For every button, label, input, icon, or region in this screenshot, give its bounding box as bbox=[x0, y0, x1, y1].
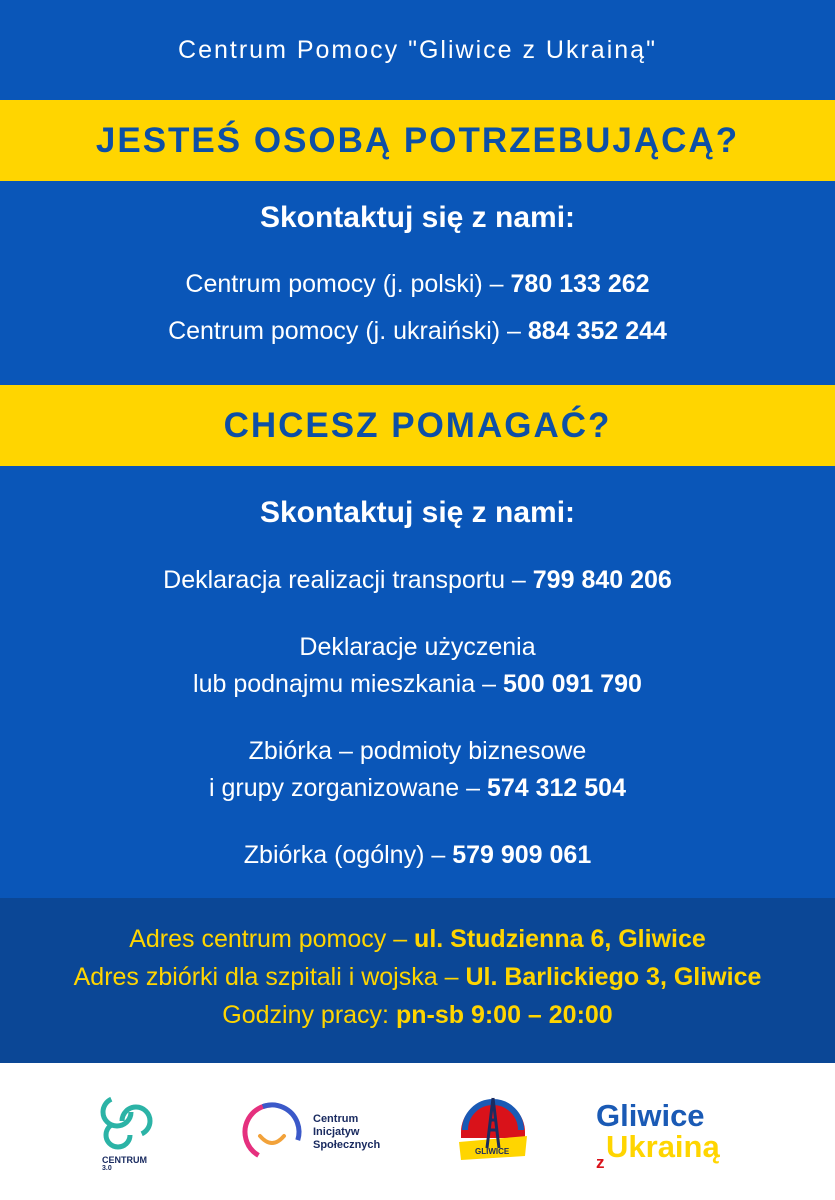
contact-label-line1: Zbiórka – podmioty biznesowe bbox=[248, 737, 587, 765]
phone-number[interactable]: 579 909 061 bbox=[452, 841, 592, 869]
contact-label-line1: Deklaracje użyczenia bbox=[299, 633, 536, 661]
section-need-contacts bbox=[0, 181, 835, 385]
address-collection bbox=[0, 958, 835, 996]
contact-entry-transport bbox=[0, 562, 835, 599]
phone-number[interactable]: 799 840 206 bbox=[532, 566, 672, 594]
cis-logo-mark bbox=[240, 1100, 304, 1164]
section-need-subhead: Skontaktuj się z nami: bbox=[259, 201, 576, 234]
centrum-sub: 3.0 bbox=[102, 1165, 112, 1171]
centrum-30-logo bbox=[98, 1093, 160, 1171]
contact-label: Deklaracja realizacji transportu – bbox=[163, 566, 533, 594]
cis-line: Inicjatyw bbox=[313, 1126, 360, 1138]
contact-line-polish bbox=[0, 267, 835, 301]
address-label: Adres centrum pomocy – bbox=[129, 925, 415, 953]
gzu-z: z bbox=[596, 1153, 605, 1172]
contact-label: Centrum pomocy (j. polski) – bbox=[185, 270, 511, 298]
phone-number[interactable]: 780 133 262 bbox=[510, 270, 650, 298]
cis-line: Społecznych bbox=[313, 1139, 381, 1151]
section-need-banner: JESTEŚ OSOBĄ POTRZEBUJĄCĄ? bbox=[0, 100, 835, 181]
address-help-center bbox=[0, 920, 835, 958]
address-section bbox=[0, 898, 835, 1064]
hours-value: pn-sb 9:00 – 20:00 bbox=[395, 1001, 613, 1029]
contact-entry-business-collection bbox=[0, 733, 835, 807]
section-help-subhead: Skontaktuj się z nami: bbox=[259, 496, 576, 529]
centrum-label: CENTRUM bbox=[102, 1155, 147, 1165]
contact-label: Zbiórka (ogólny) – bbox=[243, 841, 453, 869]
gliwice-z-ukraina-logo bbox=[596, 1098, 720, 1172]
address-label: Adres zbiórki dla szpitali i wojska – bbox=[73, 963, 466, 991]
gzu-word2: Ukrainą bbox=[606, 1129, 720, 1164]
address-value: Ul. Barlickiego 3, Gliwice bbox=[465, 963, 762, 991]
phone-number[interactable]: 500 091 790 bbox=[502, 670, 642, 698]
section-help-banner: CHCESZ POMAGAĆ? bbox=[0, 385, 835, 466]
section-help-contacts bbox=[0, 466, 835, 898]
contact-line-ukrainian bbox=[0, 314, 835, 348]
hours-label: Godziny pracy: bbox=[222, 1001, 396, 1029]
cis-line: Centrum bbox=[313, 1113, 359, 1125]
contact-label: Centrum pomocy (j. ukraiński) – bbox=[168, 317, 528, 345]
address-value: ul. Studzienna 6, Gliwice bbox=[414, 925, 706, 953]
contact-entry-housing bbox=[0, 629, 835, 703]
page-title: Centrum Pomocy "Gliwice z Ukrainą" bbox=[178, 35, 657, 64]
gzu-word1: Gliwice bbox=[596, 1098, 705, 1133]
cis-logo-text bbox=[313, 1113, 380, 1152]
contact-label: i grupy zorganizowane – bbox=[209, 774, 487, 802]
contact-entry-general-collection bbox=[0, 837, 835, 874]
opening-hours bbox=[0, 996, 835, 1034]
phone-number[interactable]: 884 352 244 bbox=[527, 317, 667, 345]
contact-label: lub podnajmu mieszkania – bbox=[193, 670, 503, 698]
phone-number[interactable]: 574 312 504 bbox=[486, 774, 626, 802]
gliwice-city-logo bbox=[455, 1090, 531, 1166]
gliwice-label: GLIWICE bbox=[475, 1147, 510, 1156]
